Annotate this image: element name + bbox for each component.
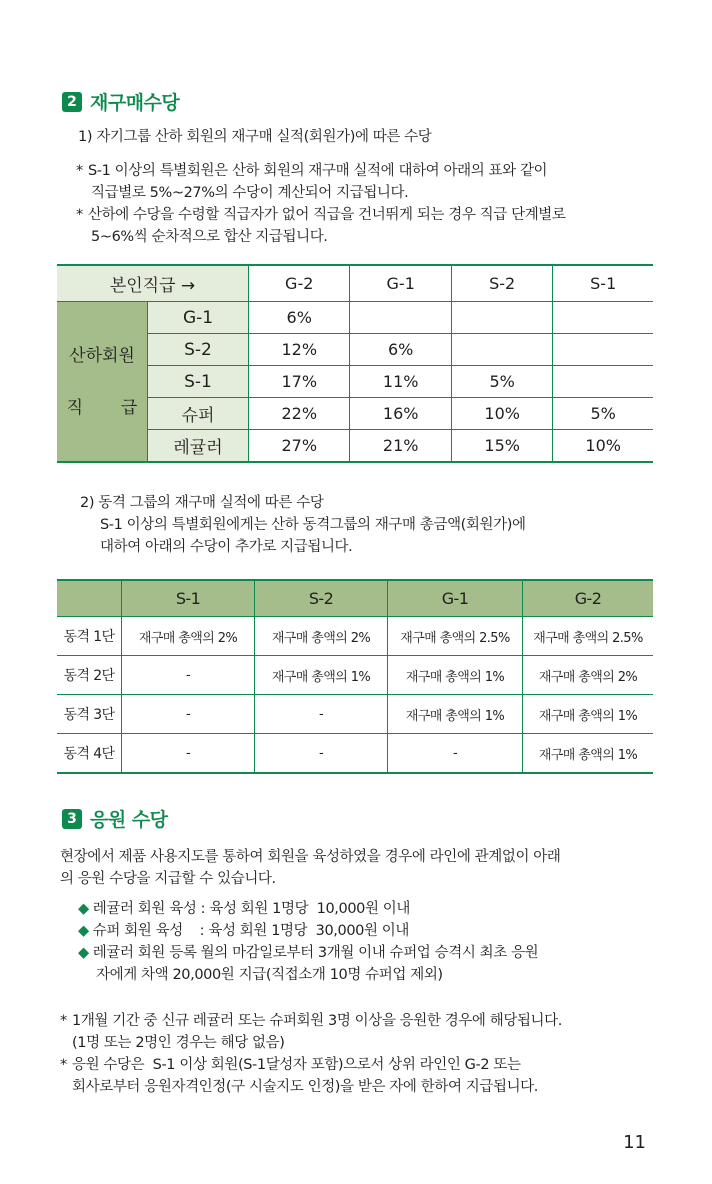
- rate-cell: 11%: [350, 366, 451, 398]
- rank-cell: G-1: [148, 302, 249, 334]
- column-header: G-2: [523, 580, 654, 617]
- table-row: [57, 302, 653, 334]
- rate-cell: [553, 366, 653, 398]
- row-label-cell: 동격 3단: [57, 695, 122, 734]
- text-line: 의 응원 수당을 지급할 수 있습니다.: [60, 871, 276, 887]
- value-cell: 재구매 총액의 2%: [122, 617, 255, 656]
- value-cell: -: [388, 734, 523, 774]
- text-line: 현장에서 제품 사용지도를 통하여 회원을 육성하였을 경우에 라인에 관계없이 아래: [60, 849, 561, 865]
- side-label-line: 산하회원: [69, 345, 135, 366]
- diamond-bullet-icon: ◆: [78, 945, 89, 961]
- value-cell: 재구매 총액의 1%: [255, 656, 388, 695]
- rate-cell: 15%: [451, 430, 552, 463]
- section-3-heading: [62, 805, 168, 832]
- value-cell: 재구매 총액의 1%: [523, 734, 654, 774]
- star-mark: *: [76, 207, 83, 223]
- row-label-cell: 동격 4단: [57, 734, 122, 774]
- rate-cell: 12%: [249, 334, 350, 366]
- value-cell: -: [122, 734, 255, 774]
- text-line: S-1 이상의 특별회원에게는 산하 동격그룹의 재구매 총금액(회원가)에: [100, 517, 526, 533]
- column-header: [57, 580, 122, 617]
- value-cell: 재구매 총액의 1%: [388, 695, 523, 734]
- rank-cell: S-2: [148, 334, 249, 366]
- column-header: S-2: [451, 265, 552, 302]
- row-label-cell: 동격 1단: [57, 617, 122, 656]
- diamond-bullet-icon: ◆: [78, 901, 89, 917]
- value-cell: 재구매 총액의 2%: [255, 617, 388, 656]
- diamond-bullet-icon: ◆: [78, 923, 89, 939]
- rate-cell: 22%: [249, 398, 350, 430]
- note-line: * 산하에 수당을 수령할 직급자가 없어 직급을 건너뛰게 되는 경우 직급 단계별로: [76, 204, 566, 226]
- section-number-badge: 2: [62, 92, 82, 112]
- rate-cell: [350, 302, 451, 334]
- rate-cell: 6%: [350, 334, 451, 366]
- value-cell: -: [255, 695, 388, 734]
- note-line: 회사로부터 응원자격인정(구 시술지도 인정)을 받은 자에 한하여 지급됩니다.: [72, 1079, 539, 1095]
- section-number-badge: 3: [62, 809, 82, 829]
- bullet-item: ◆ 레귤러 회원 등록 월의 마감일로부터 3개월 이내 슈퍼업 승격시 최초 응원: [78, 945, 539, 961]
- peer-group-table: [57, 579, 653, 774]
- column-header: G-1: [388, 580, 523, 617]
- rate-cell: [553, 302, 653, 334]
- column-header: S-1: [553, 265, 653, 302]
- note-line: 5~6%씩 순차적으로 합산 지급됩니다.: [91, 229, 328, 245]
- side-label-line: 직 급: [66, 397, 138, 418]
- value-cell: -: [255, 734, 388, 774]
- column-header: S-2: [255, 580, 388, 617]
- rate-cell: 16%: [350, 398, 451, 430]
- rate-cell: [451, 334, 552, 366]
- table-row: [57, 617, 653, 656]
- subtitle-line: 2) 동격 그룹의 재구매 실적에 따른 수당: [80, 495, 324, 511]
- star-mark: *: [60, 1013, 67, 1029]
- bullet-item: ◆ 레귤러 회원 육성 : 육성 회원 1명당 10,000원 이내: [78, 901, 411, 917]
- rate-cell: 27%: [249, 430, 350, 463]
- page-number: 11: [623, 1132, 646, 1153]
- column-header: S-1: [122, 580, 255, 617]
- rank-cell: 레귤러: [148, 430, 249, 463]
- corner-cell: 본인직급 →: [57, 265, 249, 302]
- rank-cell: 슈퍼: [148, 398, 249, 430]
- note-line: * 응원 수당은 S-1 이상 회원(S-1달성자 포함)으로서 상위 라인인 G-2 또는: [60, 1054, 562, 1076]
- section-title: 재구매수당: [90, 92, 180, 114]
- section-2-subtitle: [78, 126, 431, 148]
- section-2b-text: [80, 492, 526, 558]
- star-mark: *: [76, 163, 83, 179]
- section-2-notes: [76, 160, 566, 248]
- section-3-notes: [60, 1010, 562, 1098]
- value-cell: 재구매 총액의 2%: [523, 656, 654, 695]
- note-line: 직급별로 5%~27%의 수당이 계산되어 지급됩니다.: [91, 185, 409, 201]
- value-cell: 재구매 총액의 2.5%: [388, 617, 523, 656]
- column-header: G-1: [350, 265, 451, 302]
- section-3-intro: [60, 846, 561, 890]
- row-label-cell: 동격 2단: [57, 656, 122, 695]
- rate-cell: [553, 334, 653, 366]
- rate-cell: 10%: [553, 430, 653, 463]
- side-label-cell: [57, 302, 148, 463]
- value-cell: -: [122, 656, 255, 695]
- table-header-row: [57, 265, 653, 302]
- rate-cell: 5%: [451, 366, 552, 398]
- section-title: 응원 수당: [90, 809, 168, 831]
- note-line: * S-1 이상의 특별회원은 산하 회원의 재구매 실적에 대하여 아래의 표와 같이: [76, 160, 566, 182]
- section-2-heading: [62, 88, 179, 115]
- rate-cell: 5%: [553, 398, 653, 430]
- rate-cell: 6%: [249, 302, 350, 334]
- table-row: [57, 734, 653, 774]
- rank-cell: S-1: [148, 366, 249, 398]
- repurchase-rate-table: [57, 264, 653, 463]
- rate-cell: 10%: [451, 398, 552, 430]
- bullet-item: ◆ 슈퍼 회원 육성 : 육성 회원 1명당 30,000원 이내: [78, 923, 410, 939]
- note-line: * 1개월 기간 중 신규 레귤러 또는 슈퍼회원 3명 이상을 응원한 경우에 해당됩니다.: [60, 1010, 562, 1032]
- value-cell: 재구매 총액의 1%: [523, 695, 654, 734]
- rate-cell: 17%: [249, 366, 350, 398]
- value-cell: 재구매 총액의 1%: [388, 656, 523, 695]
- text-line: 대하여 아래의 수당이 추가로 지급됩니다.: [100, 539, 353, 555]
- value-cell: -: [122, 695, 255, 734]
- bullet-continuation: 자에게 차액 20,000원 지급(직접소개 10명 슈퍼업 제외): [96, 967, 443, 983]
- section-3-bullets: [78, 898, 538, 986]
- subtitle-line: 1) 자기그룹 산하 회원의 재구매 실적(회원가)에 따른 수당: [78, 129, 432, 145]
- note-line: (1명 또는 2명인 경우는 해당 없음): [72, 1035, 285, 1051]
- star-mark: *: [60, 1057, 67, 1073]
- column-header: G-2: [249, 265, 350, 302]
- table-header-row: [57, 580, 653, 617]
- table-row: [57, 695, 653, 734]
- rate-cell: [451, 302, 552, 334]
- table-row: [57, 656, 653, 695]
- rate-cell: 21%: [350, 430, 451, 463]
- value-cell: 재구매 총액의 2.5%: [523, 617, 654, 656]
